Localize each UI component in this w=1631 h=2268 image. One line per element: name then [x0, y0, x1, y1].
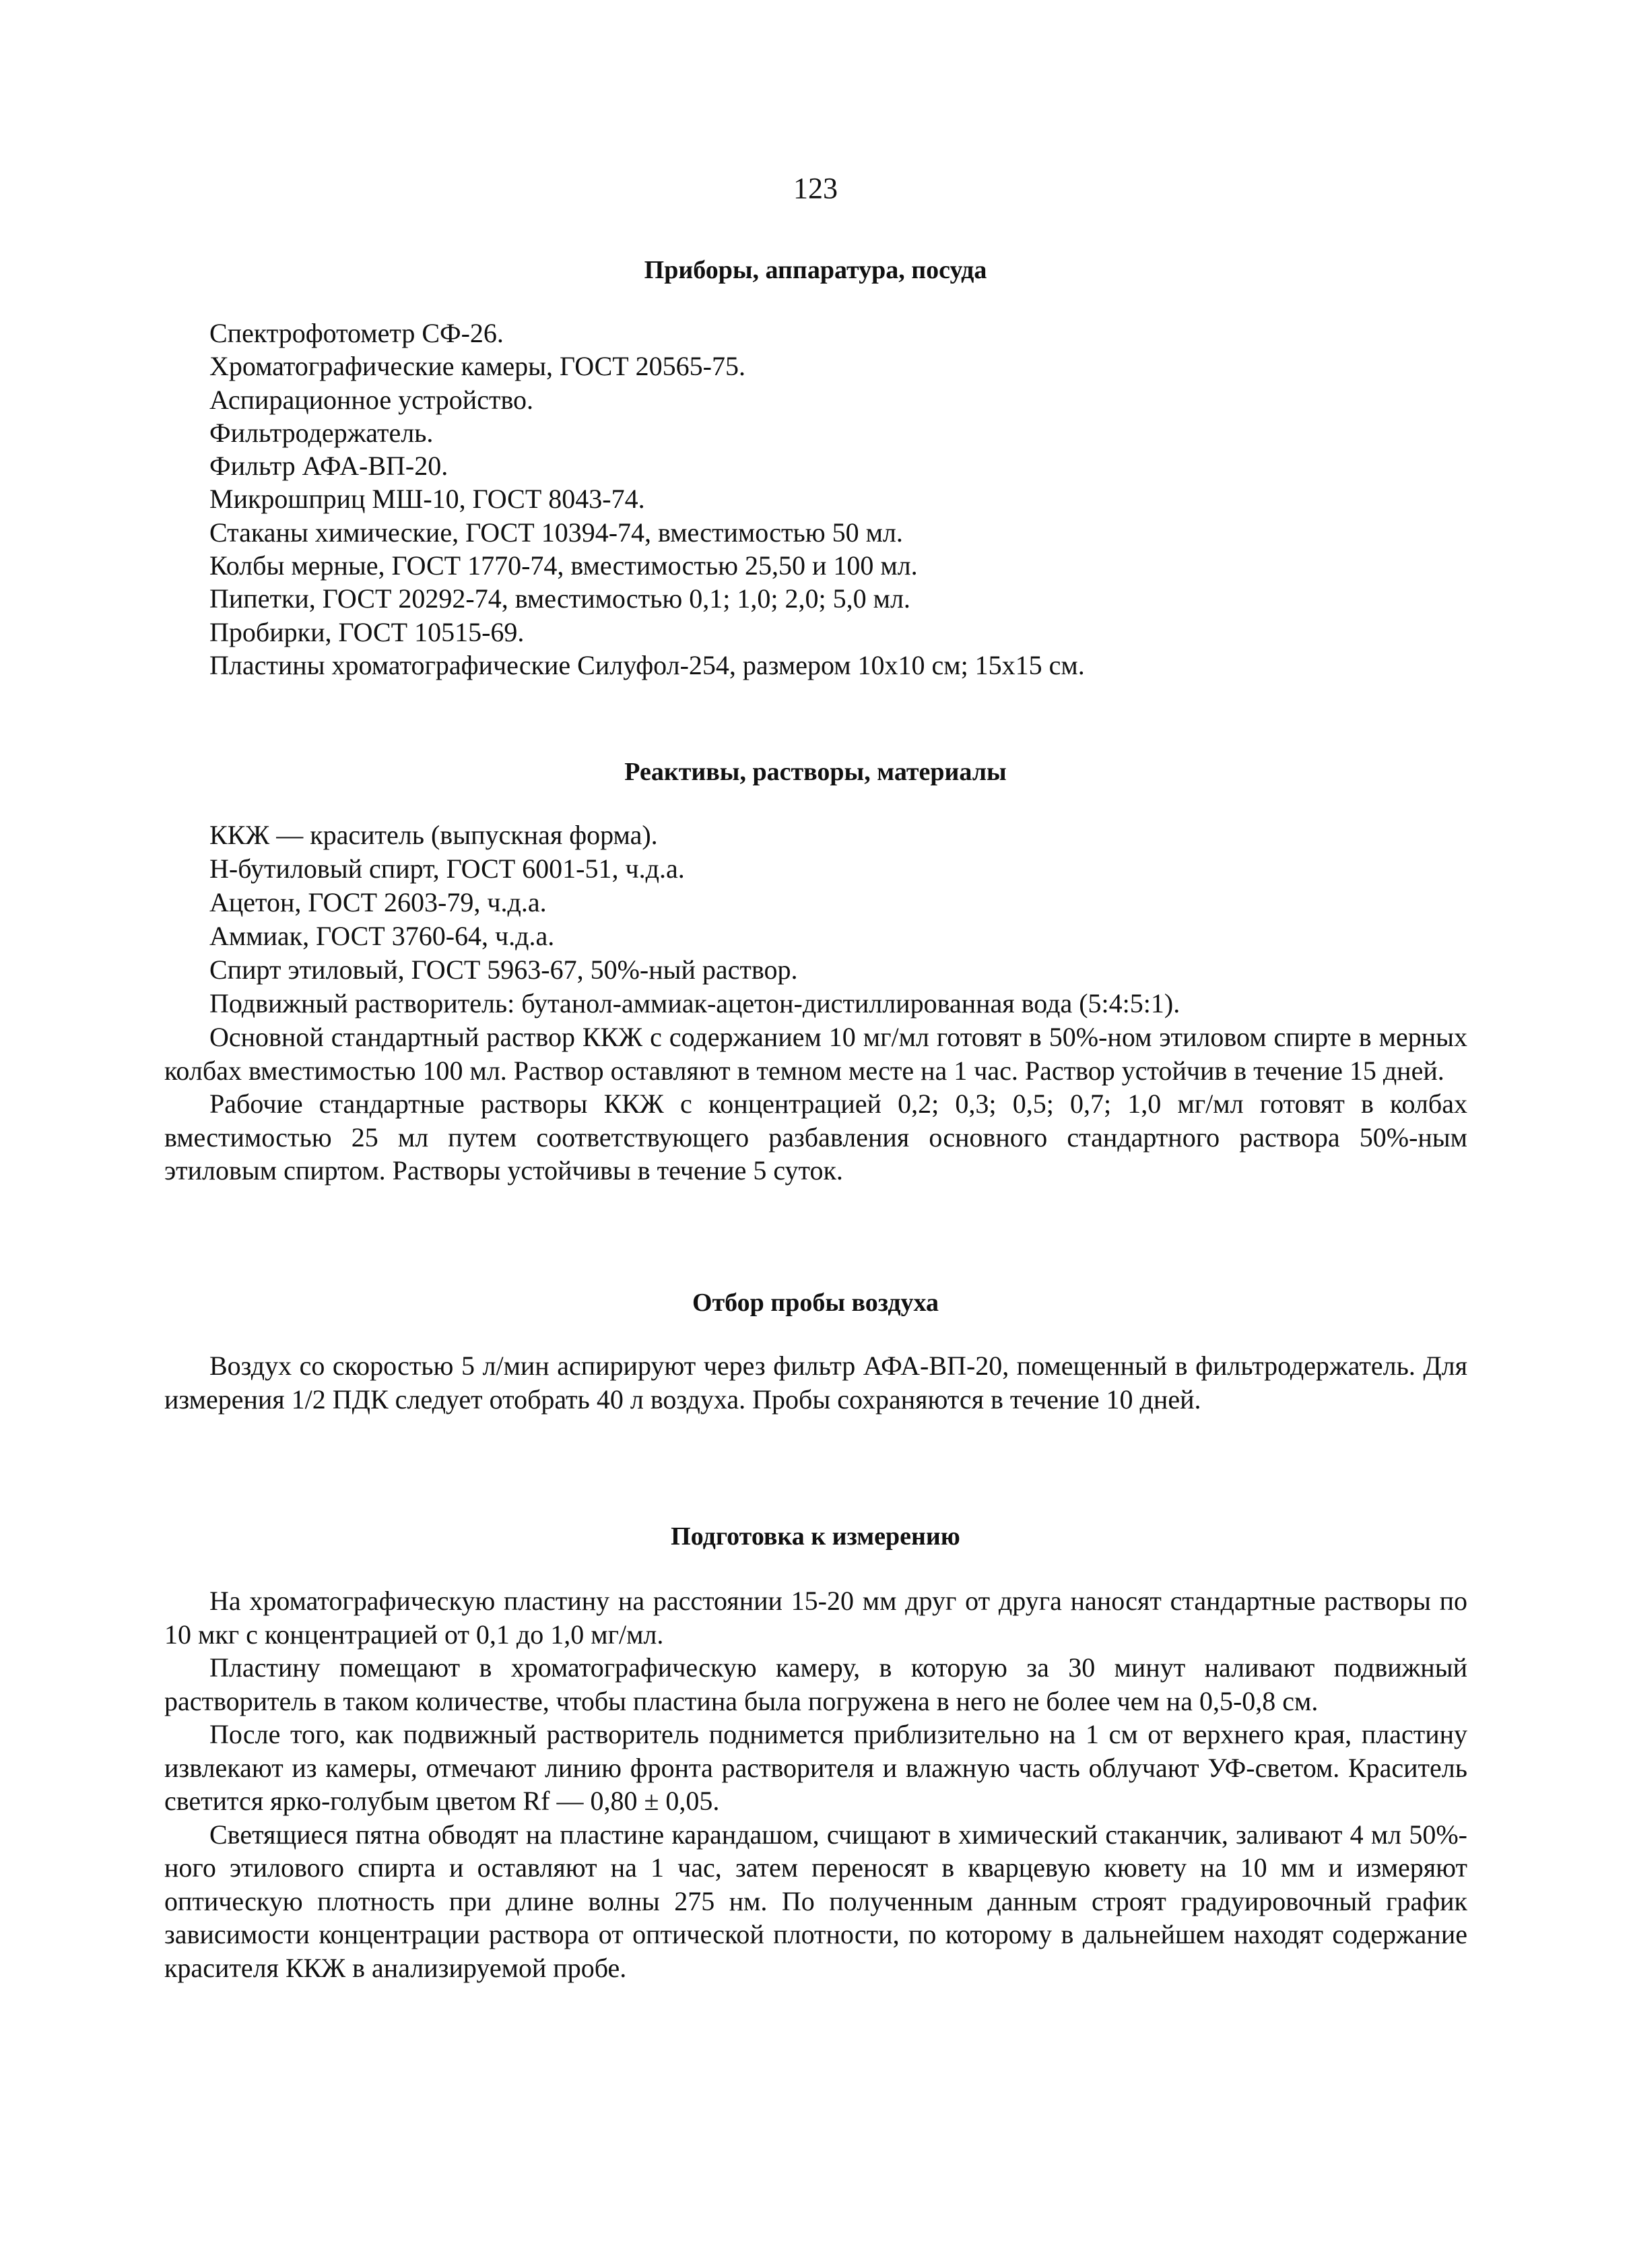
paragraph: Рабочие стандартные растворы ККЖ с концентрацией 0,2; 0,3; 0,5; 0,7; 1,0 мг/мл готовят в колбах вместимостью 25 мл путем соответствующего разбавления основного стандартного раствора 50%-ным этиловым спиртом. Растворы устойчивы в течение 5 суток. — [164, 1089, 1467, 1186]
list-item: Спектрофотометр СФ-26. — [209, 318, 504, 348]
sampling-paragraphs — [164, 1349, 1467, 1416]
list-item: Стаканы химические, ГОСТ 10394-74, вместимостью 50 мл. — [209, 517, 903, 548]
list-item: ККЖ — краситель (выпускная форма). — [209, 820, 658, 850]
list-item: Пипетки, ГОСТ 20292-74, вместимостью 0,1; 1,0; 2,0; 5,0 мл. — [209, 583, 910, 614]
paragraph: На хроматографическую пластину на расстоянии 15-20 мм друг от друга наносят стандартные растворы по 10 мкг с концентрацией от 0,1 до 1,0 мг/мл. — [164, 1586, 1467, 1650]
equipment-list — [209, 317, 1475, 682]
paragraph: После того, как подвижный растворитель поднимется приблизительно на 1 см от верхнего края, пластину извлекают из камеры, отмечают линию фронта растворителя и влажную часть облучают УФ-светом. Краситель светится ярко-голубым цветом Rf — 0,80 ± 0,05. — [164, 1719, 1467, 1816]
section-title-preparation: Подготовка к измерению — [671, 1522, 960, 1551]
reagents-paragraphs — [164, 1020, 1467, 1188]
list-item: Микрошприц МШ-10, ГОСТ 8043-74. — [209, 484, 645, 515]
list-item: Пробирки, ГОСТ 10515-69. — [209, 616, 525, 647]
page-number: 123 — [793, 172, 838, 205]
reagents-list — [209, 818, 1475, 1020]
paragraph: Пластину помещают в хроматографическую камеру, в которую за 30 минут наливают подвижный растворитель в таком количестве, чтобы пластина была погружена в него не более чем на 0,5-0,8 см. — [164, 1652, 1467, 1716]
list-item: Пластины хроматографические Силуфол-254, размером 10х10 см; 15х15 см. — [209, 649, 1085, 680]
section-title-reagents: Реактивы, растворы, материалы — [624, 758, 1007, 786]
list-item: Фильтр АФА-ВП-20. — [209, 451, 448, 482]
list-item: Колбы мерные, ГОСТ 1770-74, вместимостью 25,50 и 100 мл. — [209, 550, 918, 581]
list-item: Аммиак, ГОСТ 3760-64, ч.д.а. — [209, 921, 555, 951]
list-item: Хроматографические камеры, ГОСТ 20565-75. — [209, 351, 745, 382]
list-item: Спирт этиловый, ГОСТ 5963-67, 50%-ный раствор. — [209, 954, 798, 985]
paragraph: Светящиеся пятна обводят на пластине карандашом, счищают в химический стаканчик, заливают 4 мл 50%-ного этилового спирта и оставляют на 1 час, затем переносят в кварцевую кювету на 10 мм и измеряют оптическую плотность при длине волны 275 нм. По полученным данным строят градуировочный график зависимости концентрации раствора от оптической плотности, по которому в дальнейшем находят содержание красителя ККЖ в анализируемой пробе. — [164, 1819, 1467, 1983]
section-title-equipment: Приборы, аппаратура, посуда — [644, 256, 987, 284]
list-item: Фильтродержатель. — [209, 417, 434, 448]
list-item: Подвижный растворитель: бутанол-аммиак-ацетон-дистиллированная вода (5:4:5:1). — [209, 988, 1180, 1018]
list-item: Ацетон, ГОСТ 2603-79, ч.д.а. — [209, 887, 547, 917]
list-item: Н-бутиловый спирт, ГОСТ 6001-51, ч.д.а. — [209, 853, 685, 884]
section-title-sampling: Отбор пробы воздуха — [692, 1289, 939, 1317]
paragraph: Основной стандартный раствор ККЖ с содержанием 10 мг/мл готовят в 50%-ном этиловом спирте в мерных колбах вместимостью 100 мл. Раствор оставляют в темном месте на 1 час. Раствор устойчив в течение 15 дней. — [164, 1022, 1467, 1086]
list-item: Аспирационное устройство. — [209, 384, 534, 415]
paragraph: Воздух со скоростью 5 л/мин аспирируют через фильтр АФА-ВП-20, помещенный в фильтродержатель. Для измерения 1/2 ПДК следует отобрать 40 л воздуха. Пробы сохраняются в течение 10 дней. — [164, 1351, 1467, 1415]
preparation-paragraphs — [164, 1584, 1467, 1984]
